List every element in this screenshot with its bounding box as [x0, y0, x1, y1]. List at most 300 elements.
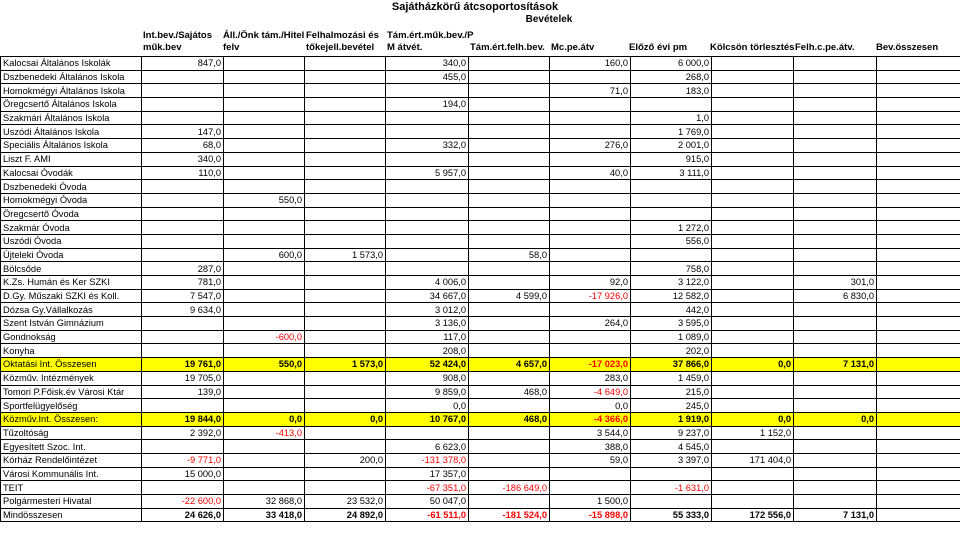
cell-value [877, 125, 960, 139]
cell-value [469, 193, 550, 207]
cell-value: 33 418,0 [224, 508, 305, 522]
cell-value: 194,0 [386, 98, 469, 112]
cell-value [877, 344, 960, 358]
cell-value [550, 98, 631, 112]
table-row [1, 111, 960, 125]
cell-value [550, 344, 631, 358]
cell-value [794, 180, 877, 194]
cell-value [712, 193, 794, 207]
cell-value: 5 957,0 [386, 166, 469, 180]
cell-value: 7 131,0 [794, 358, 877, 372]
cell-value [224, 453, 305, 467]
cell-value [305, 344, 386, 358]
cell-value [877, 57, 960, 71]
table-row [1, 440, 960, 454]
cell-value: 58,0 [469, 248, 550, 262]
cell-value: 468,0 [469, 412, 550, 426]
cell-value [469, 221, 550, 235]
cell-value [712, 98, 794, 112]
cell-value: 915,0 [631, 152, 712, 166]
cell-value [386, 248, 469, 262]
cell-value: 32 868,0 [224, 495, 305, 509]
cell-value [877, 371, 960, 385]
cell-value [305, 371, 386, 385]
row-name: Újteleki Óvoda [1, 248, 142, 262]
cell-value [794, 481, 877, 495]
cell-value [877, 111, 960, 125]
cell-value [305, 330, 386, 344]
cell-value: 0,0 [386, 399, 469, 413]
table-row [1, 371, 960, 385]
cell-value: 283,0 [550, 371, 631, 385]
cell-value [305, 166, 386, 180]
row-name: Bölcsőde [1, 262, 142, 276]
cell-value: -4 649,0 [550, 385, 631, 399]
cell-value [469, 317, 550, 331]
row-name: Tűzoltóság [1, 426, 142, 440]
cell-value [224, 234, 305, 248]
cell-value [469, 84, 550, 98]
cell-value: 15 000,0 [142, 467, 224, 481]
cell-value [877, 453, 960, 467]
cell-value: -17 023,0 [550, 358, 631, 372]
row-name: Uszódi Általános Iskola [1, 125, 142, 139]
cell-value [305, 98, 386, 112]
table-row [1, 221, 960, 235]
table-row [1, 180, 960, 194]
cell-value [224, 125, 305, 139]
cell-value: 3 595,0 [631, 317, 712, 331]
cell-value: -181 524,0 [469, 508, 550, 522]
cell-value [877, 426, 960, 440]
cell-value [469, 495, 550, 509]
cell-value [142, 98, 224, 112]
cell-value [469, 262, 550, 276]
cell-value [794, 152, 877, 166]
cell-value [794, 221, 877, 235]
cell-value [305, 317, 386, 331]
cell-value [305, 193, 386, 207]
cell-value: 264,0 [550, 317, 631, 331]
row-name: Közműv. Intézmények [1, 371, 142, 385]
cell-value: 1 272,0 [631, 221, 712, 235]
cell-value: 550,0 [224, 193, 305, 207]
header-all-onk-line2: felv [223, 42, 240, 53]
cell-value: 9 634,0 [142, 303, 224, 317]
cell-value [224, 399, 305, 413]
cell-value [224, 98, 305, 112]
table-row [1, 303, 960, 317]
cell-value [224, 221, 305, 235]
cell-value [224, 303, 305, 317]
cell-value: -4 366,0 [550, 412, 631, 426]
cell-value [305, 399, 386, 413]
row-name: Szent István Gimnázium [1, 317, 142, 331]
table-row [1, 317, 960, 331]
cell-value: 110,0 [142, 166, 224, 180]
cell-value [550, 180, 631, 194]
cell-value [712, 440, 794, 454]
table-row [1, 207, 960, 221]
table-row [1, 453, 960, 467]
cell-value: 4 545,0 [631, 440, 712, 454]
table-row [1, 193, 960, 207]
row-name: TEIT [1, 481, 142, 495]
cell-value [386, 234, 469, 248]
row-name: Városi Kommunális Int. [1, 467, 142, 481]
cell-value [794, 98, 877, 112]
cell-value [712, 495, 794, 509]
cell-value: 0,0 [794, 412, 877, 426]
cell-value: 215,0 [631, 385, 712, 399]
cell-value: 4 657,0 [469, 358, 550, 372]
cell-value [712, 467, 794, 481]
cell-value: 12 582,0 [631, 289, 712, 303]
cell-value [224, 207, 305, 221]
header-felhalm-line1: Felhalmozási és [306, 30, 379, 41]
cell-value [142, 84, 224, 98]
table-row [1, 426, 960, 440]
cell-value [877, 412, 960, 426]
cell-value: 781,0 [142, 276, 224, 290]
cell-value: 332,0 [386, 139, 469, 153]
header-tam-ert-felh: Tám.ért.felh.bev. [470, 42, 545, 53]
cell-value: 23 532,0 [305, 495, 386, 509]
cell-value [386, 426, 469, 440]
cell-value [794, 453, 877, 467]
cell-value [794, 70, 877, 84]
row-name: Tomori P.Főisk.év Városi Ktár [1, 385, 142, 399]
cell-value [877, 495, 960, 509]
cell-value [794, 426, 877, 440]
cell-value: 147,0 [142, 125, 224, 139]
cell-value [305, 303, 386, 317]
cell-value [469, 440, 550, 454]
cell-value [712, 481, 794, 495]
cell-value [550, 221, 631, 235]
cell-value [794, 303, 877, 317]
table-row [1, 125, 960, 139]
cell-value: 7 131,0 [794, 508, 877, 522]
cell-value [631, 207, 712, 221]
cell-value: 9 859,0 [386, 385, 469, 399]
cell-value [305, 207, 386, 221]
cell-value [631, 467, 712, 481]
cell-value: 1 573,0 [305, 358, 386, 372]
cell-value [142, 399, 224, 413]
cell-value [877, 262, 960, 276]
cell-value [386, 262, 469, 276]
cell-value: 3 122,0 [631, 276, 712, 290]
cell-value [305, 234, 386, 248]
cell-value: 268,0 [631, 70, 712, 84]
cell-value: 117,0 [386, 330, 469, 344]
cell-value [469, 207, 550, 221]
cell-value [224, 57, 305, 71]
row-name: K.Zs. Humán és Ker SZKI [1, 276, 142, 290]
header-int-bev-line1: Int.bev./Sajátos [143, 30, 212, 41]
table-row [1, 70, 960, 84]
cell-value [631, 495, 712, 509]
cell-value [550, 248, 631, 262]
cell-value: 1 500,0 [550, 495, 631, 509]
table-row [1, 234, 960, 248]
table-row [1, 139, 960, 153]
cell-value [631, 180, 712, 194]
cell-value [712, 139, 794, 153]
cell-value [224, 70, 305, 84]
cell-value [877, 399, 960, 413]
cell-value: -61 511,0 [386, 508, 469, 522]
cell-value [224, 166, 305, 180]
cell-value: 3 111,0 [631, 166, 712, 180]
cell-value [305, 467, 386, 481]
table-row [1, 481, 960, 495]
cell-value [712, 317, 794, 331]
cell-value [469, 330, 550, 344]
cell-value: 442,0 [631, 303, 712, 317]
cell-value: 0,0 [712, 412, 794, 426]
row-name: Homokmégyi Óvoda [1, 193, 142, 207]
cell-value: 388,0 [550, 440, 631, 454]
cell-value [712, 111, 794, 125]
header-felh-c-pe-atv: Felh.c.pe.átv. [795, 42, 855, 53]
row-name: Dózsa Gy.Vállalkozás [1, 303, 142, 317]
cell-value [305, 262, 386, 276]
row-name: Egyesített Szoc. Int. [1, 440, 142, 454]
cell-value: -1 631,0 [631, 481, 712, 495]
cell-value: 71,0 [550, 84, 631, 98]
cell-value [794, 262, 877, 276]
cell-value [305, 57, 386, 71]
cell-value [305, 440, 386, 454]
cell-value: 7 547,0 [142, 289, 224, 303]
cell-value: 1 769,0 [631, 125, 712, 139]
row-name: Kalocsai Óvodák [1, 166, 142, 180]
cell-value [142, 234, 224, 248]
row-name: Közműv.Int. Összesen: [1, 412, 142, 426]
cell-value: 6 000,0 [631, 57, 712, 71]
cell-value [794, 111, 877, 125]
table-row [1, 399, 960, 413]
header-felhalm-line2: tőkejell.bevétel [306, 42, 375, 53]
cell-value [386, 180, 469, 194]
cell-value [224, 84, 305, 98]
table-row [1, 344, 960, 358]
row-name: Polgármesteri Hivatal [1, 495, 142, 509]
cell-value [224, 139, 305, 153]
cell-value: 2 001,0 [631, 139, 712, 153]
cell-value: -186 649,0 [469, 481, 550, 495]
cell-value [794, 371, 877, 385]
cell-value: 6 830,0 [794, 289, 877, 303]
cell-value: 9 237,0 [631, 426, 712, 440]
cell-value: 1 919,0 [631, 412, 712, 426]
table-row [1, 57, 960, 71]
cell-value [877, 508, 960, 522]
cell-value [794, 385, 877, 399]
cell-value [877, 193, 960, 207]
cell-value [469, 98, 550, 112]
table-row [1, 330, 960, 344]
cell-value [794, 467, 877, 481]
cell-value [305, 385, 386, 399]
cell-value [224, 111, 305, 125]
cell-value: 55 333,0 [631, 508, 712, 522]
cell-value [386, 125, 469, 139]
cell-value [550, 330, 631, 344]
row-name: Konyha [1, 344, 142, 358]
cell-value [631, 248, 712, 262]
cell-value [550, 262, 631, 276]
cell-value [386, 84, 469, 98]
cell-value [469, 166, 550, 180]
cell-value [305, 426, 386, 440]
cell-value [794, 234, 877, 248]
cell-value: 59,0 [550, 453, 631, 467]
cell-value: 17 357,0 [386, 467, 469, 481]
table-row [1, 166, 960, 180]
cell-value [224, 344, 305, 358]
header-int-bev-line2: műk.bev [143, 42, 182, 53]
cell-value: 40,0 [550, 166, 631, 180]
row-name: Oktatási Int. Összesen [1, 358, 142, 372]
cell-value [877, 248, 960, 262]
row-name: Kalocsai Általános Iskolák [1, 57, 142, 71]
cell-value [386, 221, 469, 235]
cell-value: 10 767,0 [386, 412, 469, 426]
cell-value [712, 221, 794, 235]
cell-value: 6 623,0 [386, 440, 469, 454]
cell-value [469, 152, 550, 166]
row-name: Gondnokság [1, 330, 142, 344]
table-row [1, 98, 960, 112]
cell-value: 171 404,0 [712, 453, 794, 467]
cell-value: 340,0 [142, 152, 224, 166]
cell-value [877, 289, 960, 303]
row-name: Homokmégyi Általános Iskola [1, 84, 142, 98]
cell-value [712, 125, 794, 139]
cell-value: 202,0 [631, 344, 712, 358]
cell-value [794, 207, 877, 221]
cell-value [142, 111, 224, 125]
cell-value [712, 84, 794, 98]
cell-value: 92,0 [550, 276, 631, 290]
cell-value: 183,0 [631, 84, 712, 98]
row-name: Kórház Rendelőintézet [1, 453, 142, 467]
header-kolcson-torlesztes: Kölcsön törlesztés [710, 42, 795, 53]
cell-value: -9 771,0 [142, 453, 224, 467]
cell-value [142, 344, 224, 358]
cell-value: 847,0 [142, 57, 224, 71]
cell-value [224, 289, 305, 303]
cell-value: 455,0 [386, 70, 469, 84]
cell-value: 550,0 [224, 358, 305, 372]
cell-value [469, 303, 550, 317]
cell-value [386, 193, 469, 207]
cell-value [469, 426, 550, 440]
cell-value [712, 248, 794, 262]
cell-value [469, 344, 550, 358]
table-row [1, 508, 960, 522]
cell-value: 19 761,0 [142, 358, 224, 372]
row-name: Sportfelügyelőség [1, 399, 142, 413]
cell-value [877, 440, 960, 454]
cell-value: 4 006,0 [386, 276, 469, 290]
cell-value [877, 180, 960, 194]
cell-value: -600,0 [224, 330, 305, 344]
header-tam-ert-mk-line2: M átvét. [387, 42, 423, 53]
cell-value [224, 152, 305, 166]
cell-value: -67 351,0 [386, 481, 469, 495]
cell-value: 340,0 [386, 57, 469, 71]
cell-value: 1 152,0 [712, 426, 794, 440]
cell-value [877, 303, 960, 317]
cell-value [794, 330, 877, 344]
cell-value [550, 303, 631, 317]
table-row [1, 248, 960, 262]
cell-value: 908,0 [386, 371, 469, 385]
cell-value [712, 344, 794, 358]
cell-value: 24 626,0 [142, 508, 224, 522]
cell-value [305, 70, 386, 84]
cell-value: 200,0 [305, 453, 386, 467]
header-bev-osszesen: Bev.összesen [876, 42, 939, 53]
cell-value [712, 276, 794, 290]
row-name: Dszbenedeki Óvoda [1, 180, 142, 194]
cell-value: 301,0 [794, 276, 877, 290]
cell-value: 600,0 [224, 248, 305, 262]
cell-value [794, 248, 877, 262]
cell-value [877, 481, 960, 495]
header-all-onk-line1: Áll./Önk tám./Hitel [223, 30, 305, 41]
cell-value [142, 207, 224, 221]
cell-value [877, 276, 960, 290]
table-row [1, 289, 960, 303]
cell-value [305, 289, 386, 303]
cell-value [794, 193, 877, 207]
cell-value [305, 125, 386, 139]
row-name: Dszbenedeki Általános Iskola [1, 70, 142, 84]
cell-value [712, 330, 794, 344]
cell-value [469, 125, 550, 139]
cell-value [794, 495, 877, 509]
cell-value [224, 317, 305, 331]
cell-value: 3 397,0 [631, 453, 712, 467]
cell-value: 34 667,0 [386, 289, 469, 303]
cell-value [224, 262, 305, 276]
cell-value: 556,0 [631, 234, 712, 248]
cell-value: 276,0 [550, 139, 631, 153]
cell-value: 50 047,0 [386, 495, 469, 509]
cell-value: 0,0 [305, 412, 386, 426]
cell-value [142, 221, 224, 235]
cell-value: 1 459,0 [631, 371, 712, 385]
cell-value [712, 207, 794, 221]
cell-value [469, 111, 550, 125]
cell-value [877, 152, 960, 166]
cell-value: 245,0 [631, 399, 712, 413]
cell-value [142, 440, 224, 454]
cell-value [712, 399, 794, 413]
cell-value [142, 180, 224, 194]
cell-value [305, 84, 386, 98]
cell-value [794, 166, 877, 180]
cell-value [794, 399, 877, 413]
cell-value [469, 180, 550, 194]
cell-value [469, 453, 550, 467]
cell-value [224, 371, 305, 385]
